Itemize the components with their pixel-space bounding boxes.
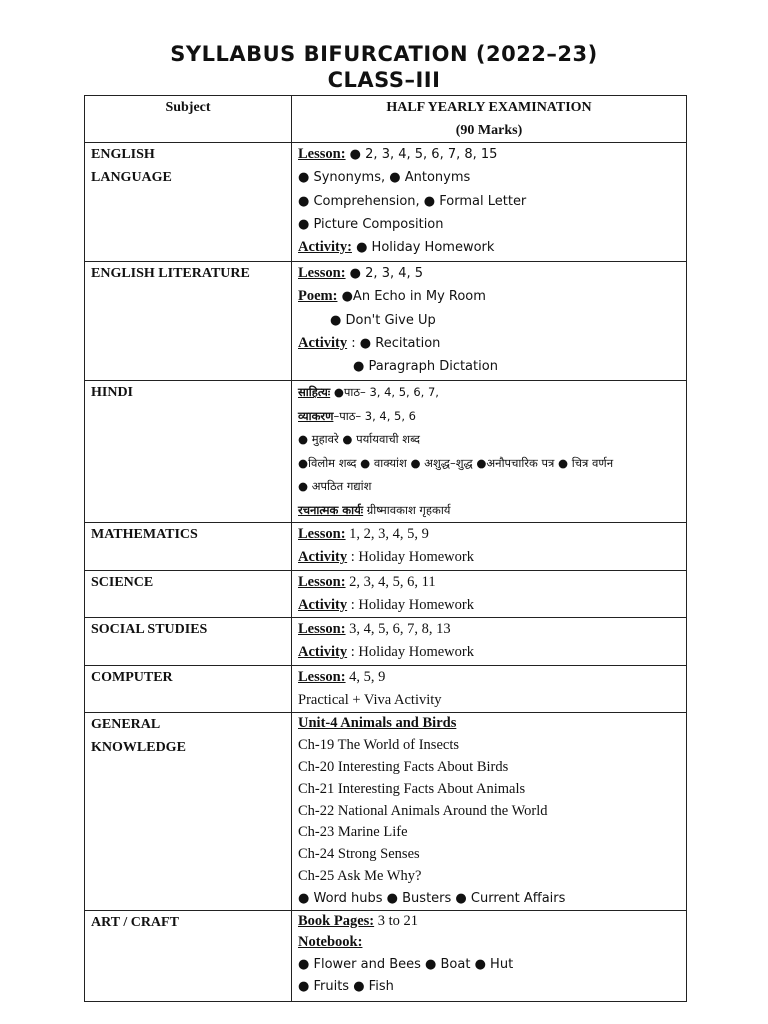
table-row: [85, 910, 687, 1001]
header-exam-title: HALF YEARLY EXAMINATION: [386, 100, 592, 115]
table-row: [85, 618, 687, 666]
subject-mathematics: MATHEMATICS: [85, 523, 292, 571]
content-english-literature: Lesson: ● 2, 3, 4, 5 Poem: ●An Echo in My Room ● Don't Give Up Activity : ● Recitation ● Paragraph Dictation: [292, 262, 687, 381]
table-row: [85, 262, 687, 381]
table-row: [85, 713, 687, 910]
subject-art-craft: ART / CRAFT: [85, 910, 292, 1001]
lesson-label: Lesson:: [298, 146, 346, 162]
content-art-craft: Book Pages: 3 to 21 Notebook: ● Flower and Bees ● Boat ● Hut ● Fruits ● Fish: [292, 910, 687, 1001]
list-item: Ch-25 Ask Me Why?: [298, 867, 422, 884]
content-hindi: साहित्यः ●पाठ– 3, 4, 5, 6, 7, व्याकरण–पाठ– 3, 4, 5, 6 ● मुहावरे ● पर्यायवाची शब्द ●विलोम शब्द ● वाक्यांश ● अशुद्ध–शुद्ध ●अनौपचारिक पत्र ● चित्र वर्णन ● अपठित गद्यांश रचनात्मक कार्यः ग्रीष्मावकाश गृहकार्य: [292, 381, 687, 523]
content-general-knowledge: Unit-4 Animals and Birds Ch-19 The World of Insects Ch-20 Interesting Facts About Birds Ch-21 Interesting Facts About Animals Ch-22 National Animals Around the World Ch-23 Marine Life Ch-24 Strong Senses Ch-25 Ask Me Why? ● Word hubs ● Busters ● Current Affairs: [292, 713, 687, 910]
list-item: Ch-19 The World of Insects: [298, 737, 459, 754]
content-english-language: Lesson: ● 2, 3, 4, 5, 6, 7, 8, 15 ● Synonyms, ● Antonyms ● Comprehension, ● Formal Letter ● Picture Composition Activity: ● Holiday Homework: [292, 143, 687, 262]
table-row: [85, 570, 687, 618]
subject-science: SCIENCE: [85, 570, 292, 618]
subject-computer: COMPUTER: [85, 665, 292, 713]
subject-hindi: HINDI: [85, 381, 292, 523]
list-item: Ch-21 Interesting Facts About Animals: [298, 780, 526, 797]
header-marks: (90 Marks): [455, 123, 523, 138]
class-title: CLASS–III: [327, 68, 441, 92]
table-row: [85, 143, 687, 262]
activity-label: Activity:: [298, 239, 352, 256]
content-mathematics: Lesson: 1, 2, 3, 4, 5, 9 Activity : Holiday Homework: [292, 523, 687, 571]
content-computer: Lesson: 4, 5, 9 Practical + Viva Activity: [292, 665, 687, 713]
syllabus-table: [84, 95, 687, 1002]
table-row: [85, 381, 687, 523]
header-subject: Subject: [85, 96, 292, 143]
header-exam: [292, 96, 687, 143]
table-row: [85, 665, 687, 713]
subject-general-knowledge: GENERAL KNOWLEDGE: [85, 713, 292, 910]
content-social-studies: Lesson: 3, 4, 5, 6, 7, 8, 13 Activity : Holiday Homework: [292, 618, 687, 666]
document-title: SYLLABUS BIFURCATION (2022–23): [170, 42, 598, 66]
subject-english-literature: ENGLISH LITERATURE: [85, 262, 292, 381]
content-science: Lesson: 2, 3, 4, 5, 6, 11 Activity : Holiday Homework: [292, 570, 687, 618]
table-row: [85, 523, 687, 571]
table-header-row: [85, 96, 687, 143]
list-item: Ch-23 Marine Life: [298, 824, 408, 841]
list-item: Ch-22 National Animals Around the World: [298, 802, 548, 819]
subject-english-language: ENGLISH LANGUAGE: [85, 143, 292, 262]
subject-social-studies: SOCIAL STUDIES: [85, 618, 292, 666]
unit-heading: Unit-4 Animals and Birds: [298, 715, 457, 732]
list-item: Ch-20 Interesting Facts About Birds: [298, 758, 509, 775]
list-item: Ch-24 Strong Senses: [298, 846, 420, 863]
